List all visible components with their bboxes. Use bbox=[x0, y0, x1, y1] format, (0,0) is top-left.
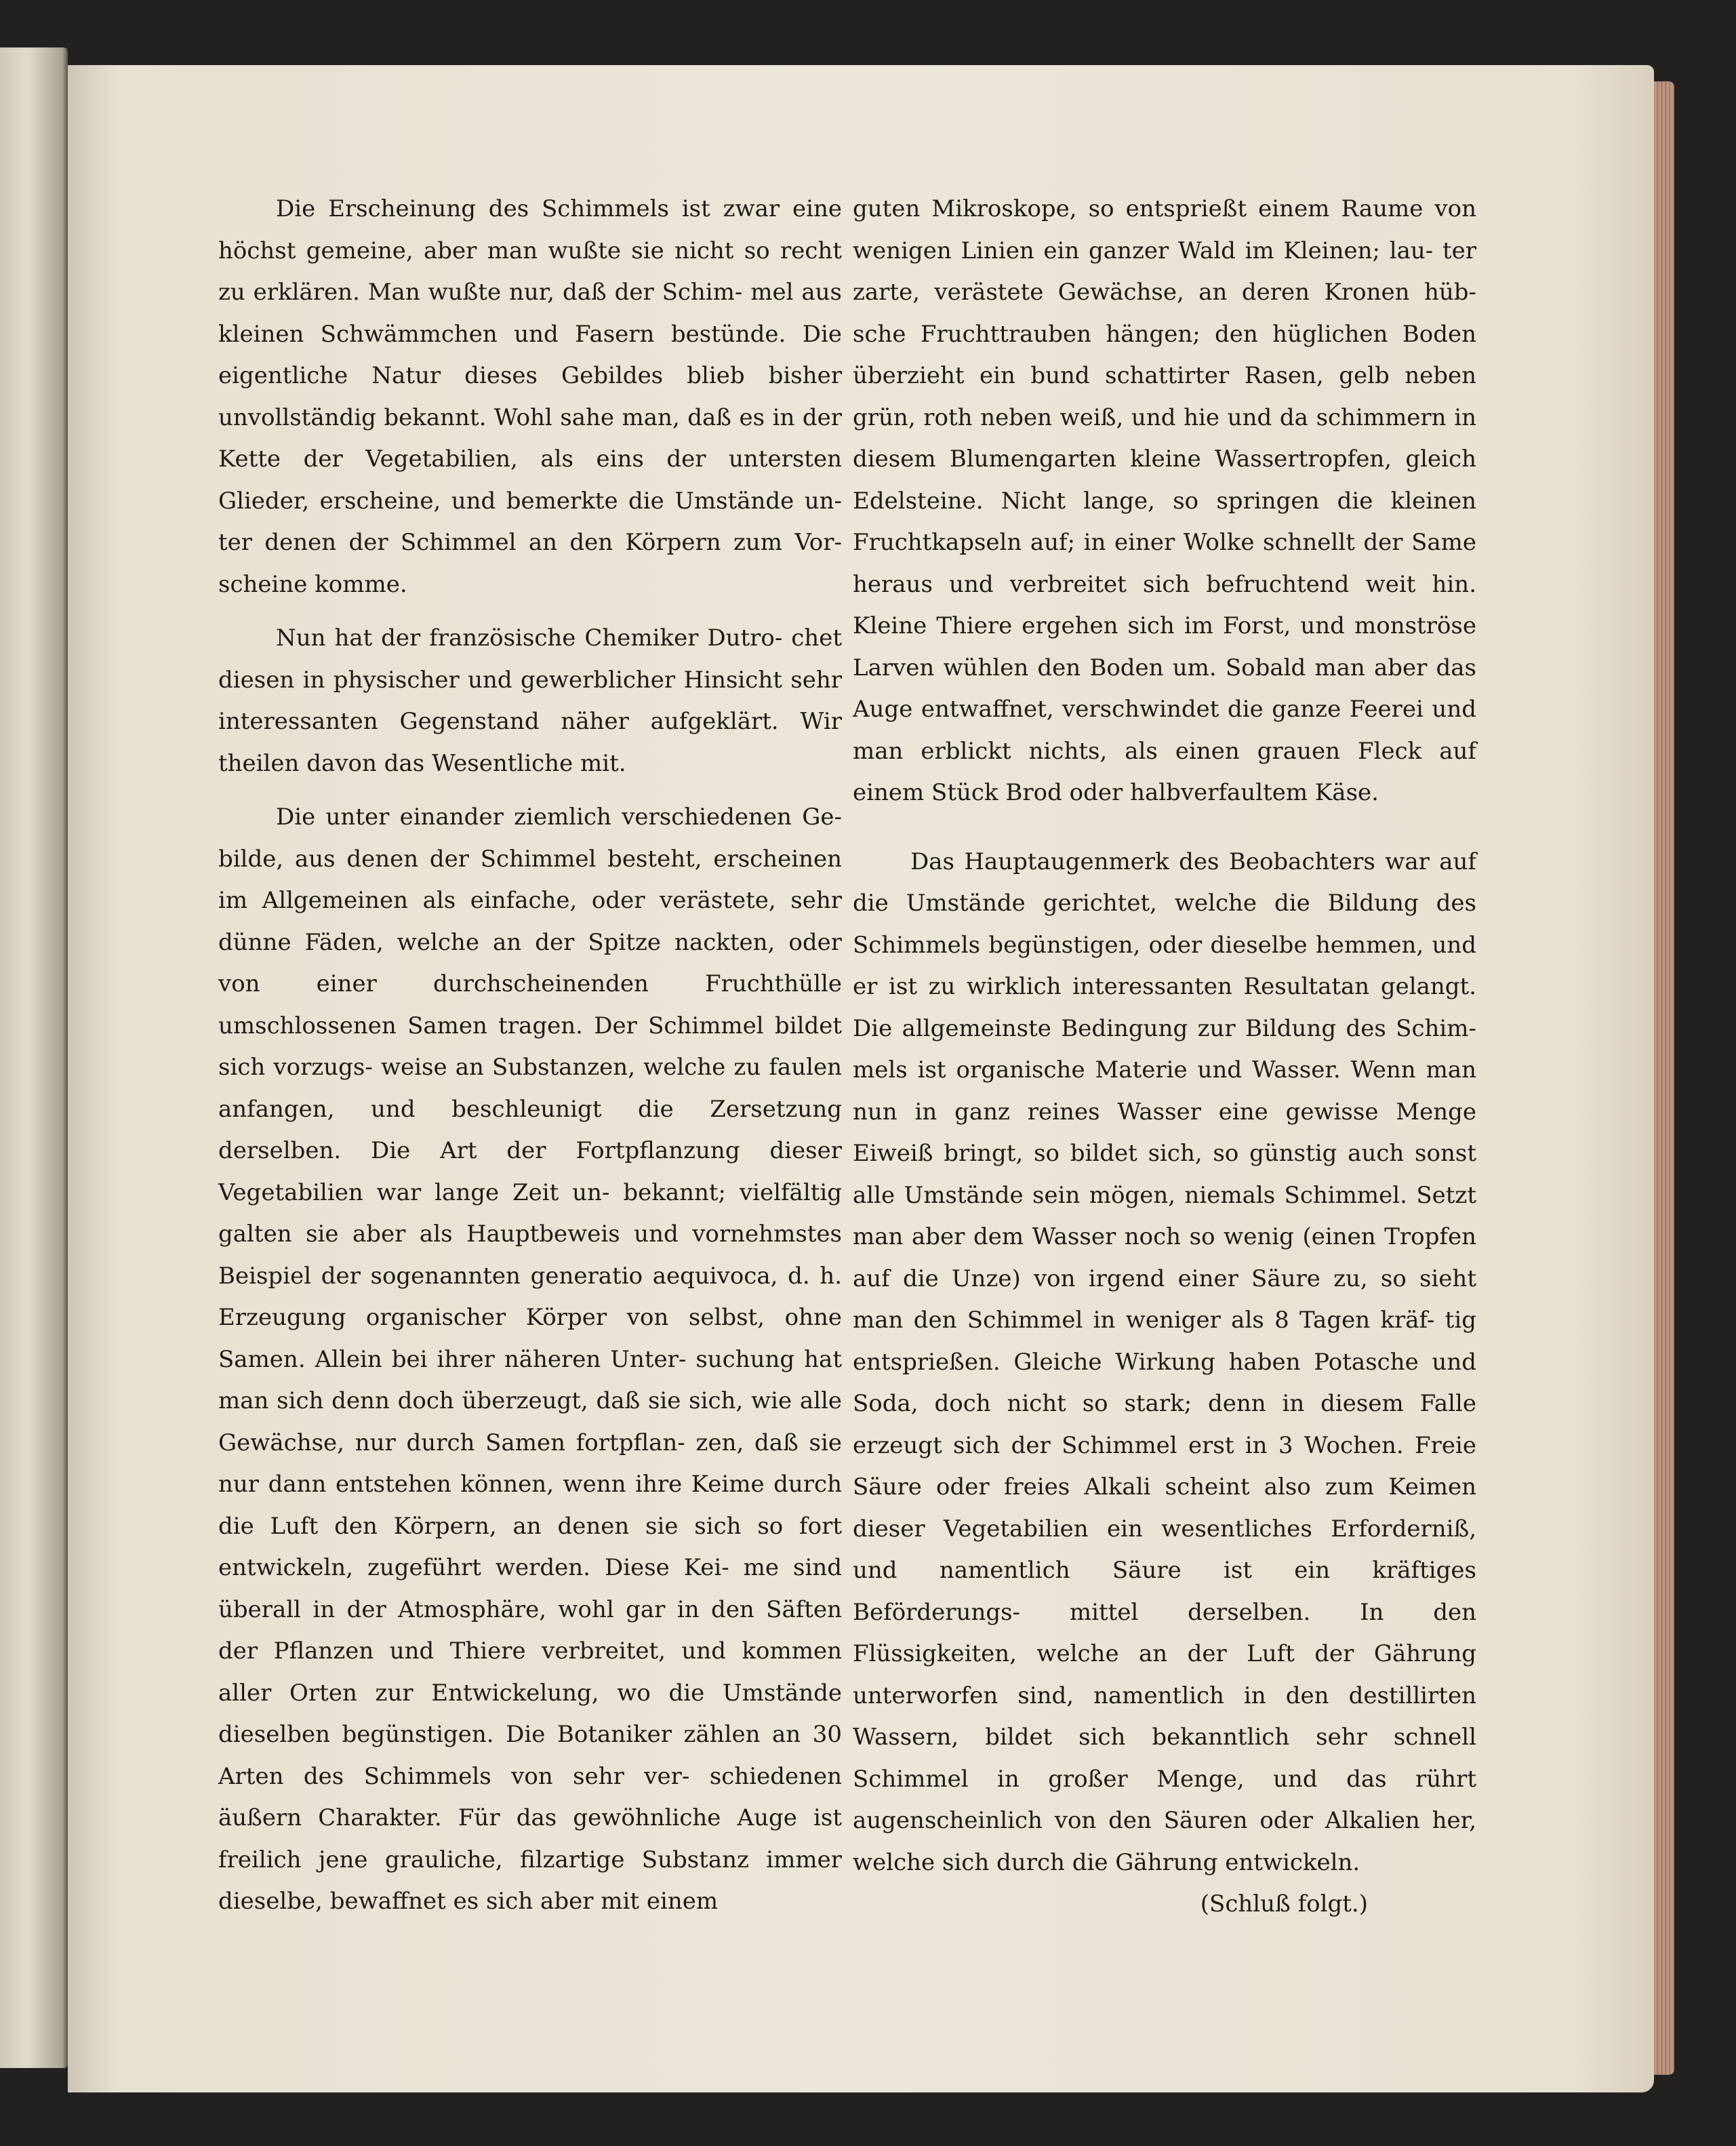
right-paragraph-1: guten Mikroskope, so entsprießt einem Raume von wenigen Linien ein ganzer Wald im Kleinen; lau- ter zarte, verästete Gewächse, an deren Kronen hüb- sche Fruchttrauben hängen; den hüglichen Boden überzieht ein bund schattirter Rasen, gelb neben grün, roth neben weiß, und hie und da schimmern in diesem Blumengarten kleine Wassertropfen, gleich Edelsteine. Nicht lange, so springen die kleinen Fruchtkapseln auf; in einer Wolke schnellt der Same heraus und verbreitet sich befruchtend weit hin. Kleine Thiere ergehen sich im Forst, und monströse Larven wühlen den Boden um. Sobald man aber das Auge entwaffnet, verschwindet die ganze Feerei und man erblickt nichts, als einen grauen Fleck auf einem Stück Brod oder halbverfaultem Käse. bbox=[853, 195, 1476, 806]
facing-page-edge bbox=[0, 47, 68, 2068]
right-column bbox=[853, 188, 1476, 1926]
right-paragraph-2: Das Hauptaugenmerk des Beobachters war auf die Umstände gerichtet, welche die Bildung des Schimmels begünstigen, oder dieselbe hemmen, und er ist zu wirklich interessanten Resultatan gelangt. Die allgemeinste Bedingung zur Bildung des Schim- mels ist organische Materie und Wasser. Wenn man nun in ganz reines Wasser eine gewisse Menge Eiweiß bringt, so bildet sich, so günstig auch sonst alle Umstände sein mögen, niemals Schimmel. Setzt man aber dem Wasser noch so wenig (einen Tropfen auf die Unze) von irgend einer Säure zu, so sieht man den Schimmel in weniger als 8 Tagen kräf- tig entsprießen. Gleiche Wirkung haben Potasche und Soda, doch nicht so stark; denn in diesem Falle erzeugt sich der Schimmel erst in 3 Wochen. Freie Säure oder freies Alkali scheint also zum Keimen dieser Vegetabilien ein wesentliches Erforderniß, und namentlich Säure ist ein kräftiges Beförderungs- mittel derselben. In den Flüssigkeiten, welche an der Luft der Gährung unterworfen sind, namentlich in den destillirten Wassern, bildet sich bekanntlich sehr schnell Schimmel in großer Menge, und das rührt augenscheinlich von den Säuren oder Alkalien her, welche sich durch die Gährung entwickeln. bbox=[853, 848, 1476, 1876]
closing-note: (Schluß folgt.) bbox=[1200, 1890, 1368, 1918]
left-column bbox=[218, 188, 842, 1923]
left-paragraph-2: Nun hat der französische Chemiker Dutro- chet diesen in physischer und gewerblicher Hinsicht sehr interessanten Gegenstand näher aufgeklärt. Wir theilen davon das Wesentliche mit. bbox=[218, 624, 842, 777]
left-paragraph-1: Die Erscheinung des Schimmels ist zwar eine höchst gemeine, aber man wußte sie nicht so recht zu erklären. Man wußte nur, daß der Schim- mel aus kleinen Schwämmchen und Fasern bestünde. Die eigentliche Natur dieses Gebildes blieb bisher unvollständig bekannt. Wohl sahe man, daß es in der Kette der Vegetabilien, als eins der untersten Glieder, erscheine, und bemerkte die Umstände un- ter denen der Schimmel an den Körpern zum Vor- scheine komme. bbox=[218, 195, 842, 598]
page-stack-edge bbox=[1654, 81, 1674, 2075]
left-paragraph-3: Die unter einander ziemlich verschiedenen Ge- bilde, aus denen der Schimmel besteht, erscheinen im Allgemeinen als einfache, oder verästete, sehr dünne Fäden, welche an der Spitze nackten, oder von einer durchscheinenden Fruchthülle umschlossenen Samen tragen. Der Schimmel bildet sich vorzugs- weise an Substanzen, welche zu faulen anfangen, und beschleunigt die Zersetzung derselben. Die Art der Fortpflanzung dieser Vegetabilien war lange Zeit un- bekannt; vielfältig galten sie aber als Hauptbeweis und vornehmstes Beispiel der sogenannten generatio aequivoca, d. h. Erzeugung organischer Körper von selbst, ohne Samen. Allein bei ihrer näheren Unter- suchung hat man sich denn doch überzeugt, daß sie sich, wie alle Gewächse, nur durch Samen fortpflan- zen, daß sie nur dann entstehen können, wenn ihre Keime durch die Luft den Körpern, an denen sie sich so fort entwickeln, zugeführt werden. Diese Kei- me sind überall in der Atmosphäre, wohl gar in den Säften der Pflanzen und Thiere verbreitet, und kommen aller Orten zur Entwickelung, wo die Umstände dieselben begünstigen. Die Botaniker zählen an 30 Arten des Schimmels von sehr ver- schiedenen äußern Charakter. Für das gewöhnliche Auge ist freilich jene grauliche, filzartige Substanz immer dieselbe, bewaffnet es sich aber mit einem bbox=[218, 803, 842, 1915]
